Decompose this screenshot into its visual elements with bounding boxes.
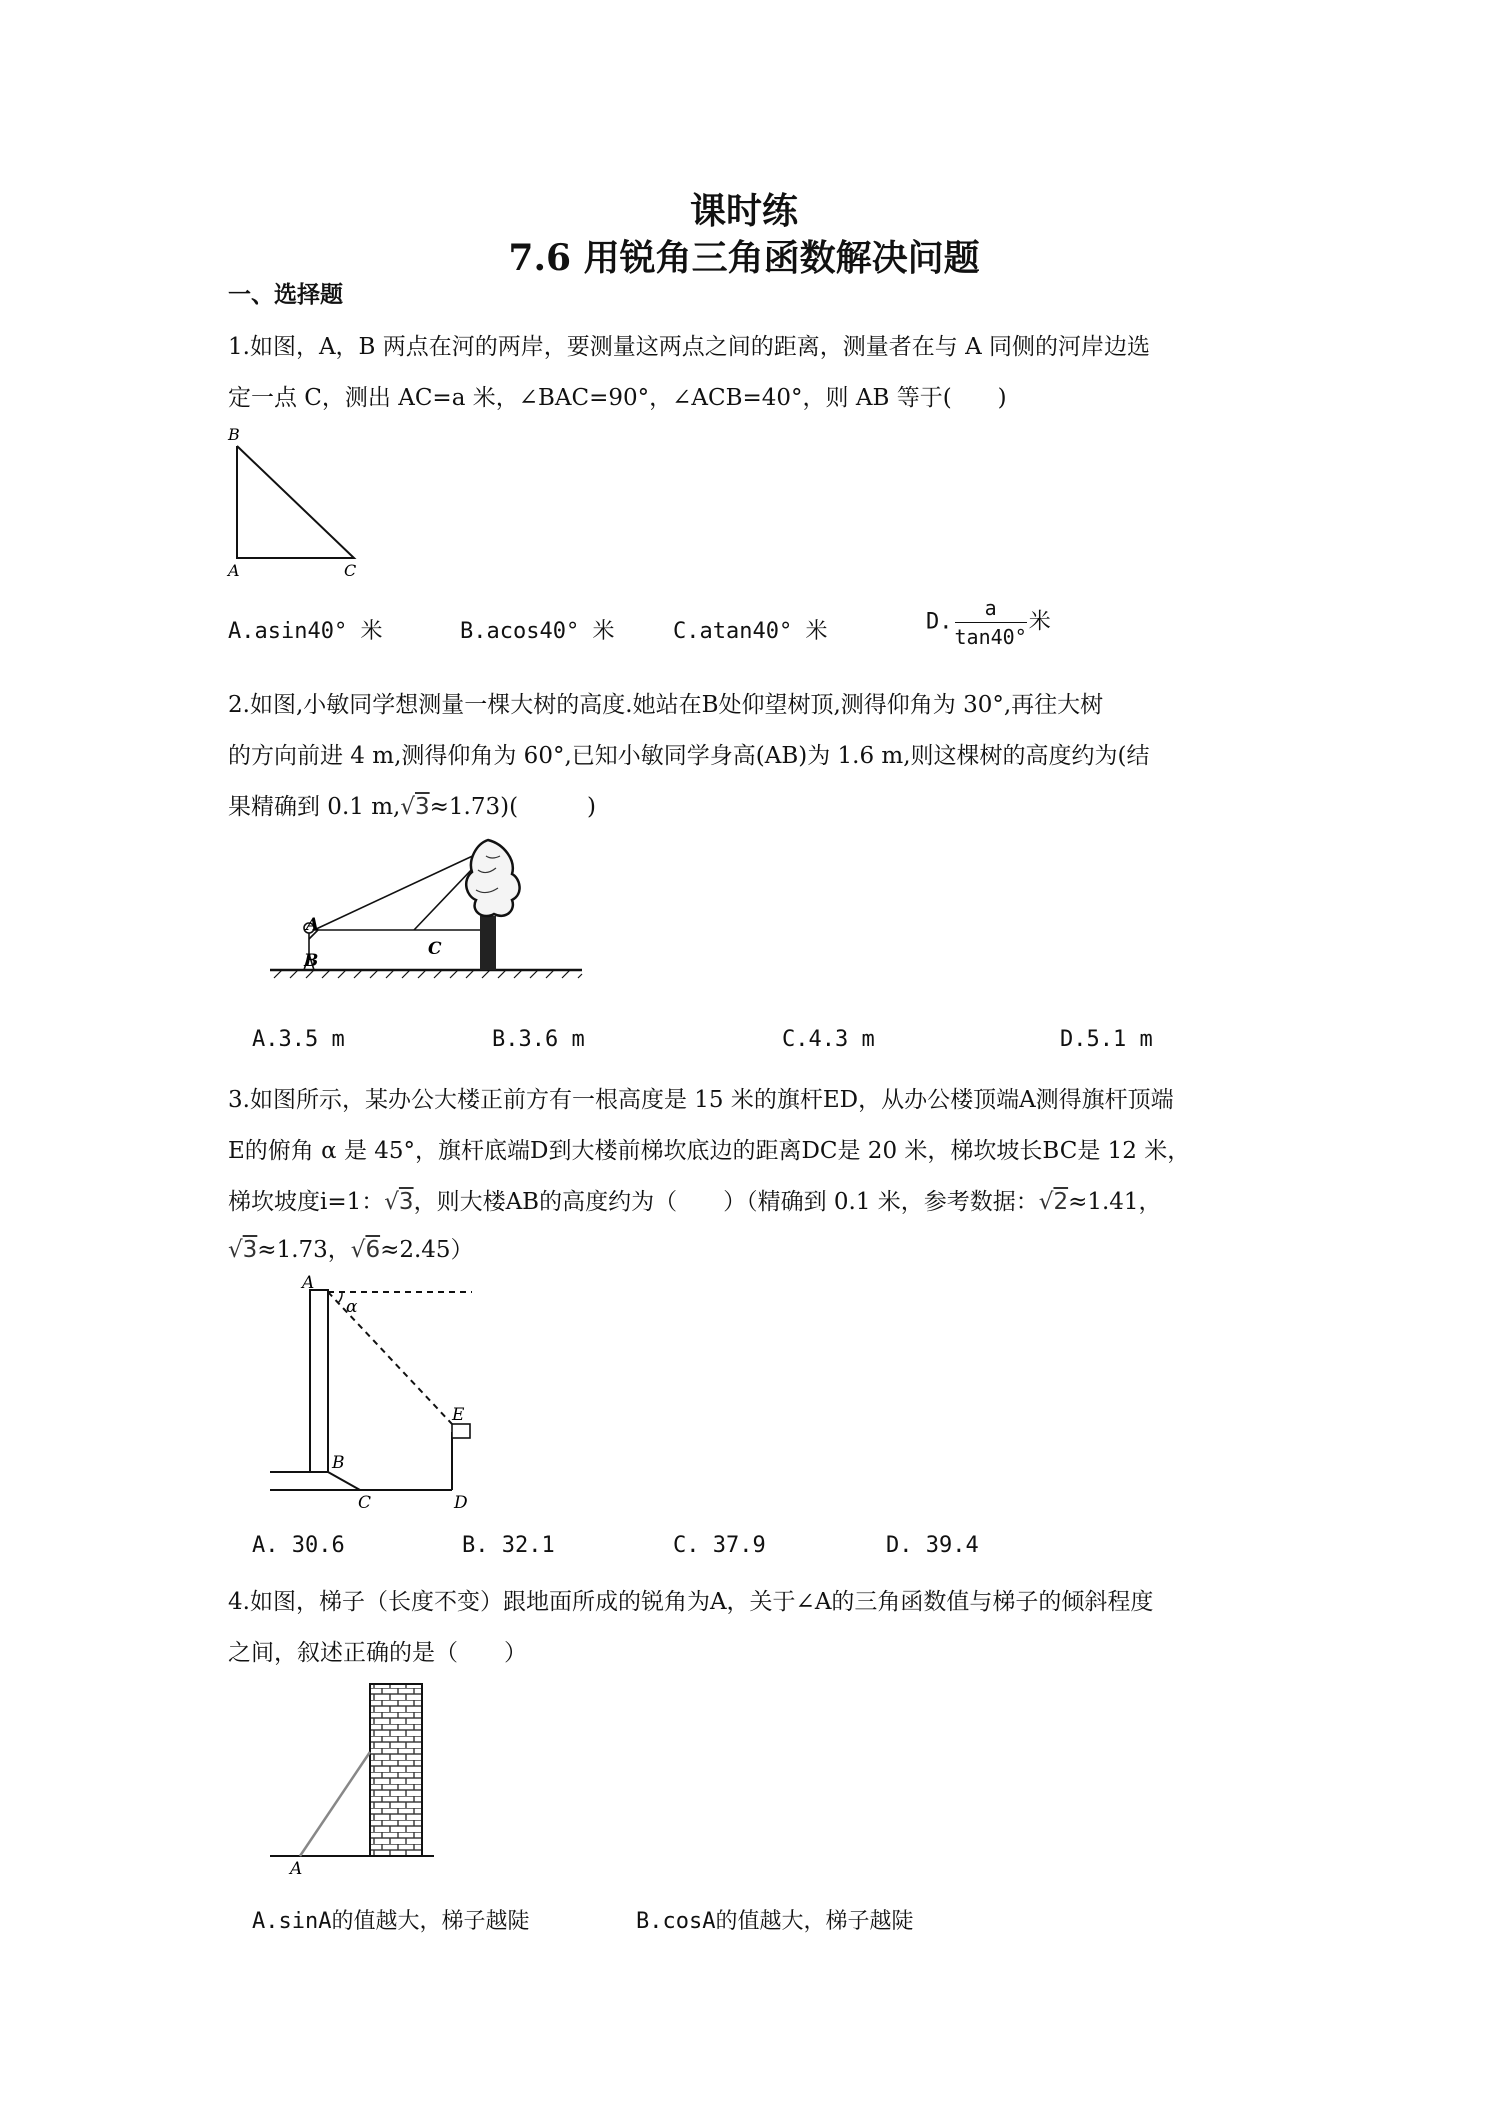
q2-sqrt3-radicand: 3 (414, 794, 430, 820)
q1-triangle-shape (237, 446, 354, 558)
q2-tree-trunk (480, 916, 496, 970)
q4-brick-wall (370, 1684, 422, 1856)
section-heading: 一、选择题 (228, 281, 343, 308)
q2-label-c: C (428, 939, 442, 959)
q4-label-a: A (290, 1859, 303, 1876)
q1-label-b: B (228, 425, 240, 444)
q3-text-line1: 3.如图所示，某办公大楼正前方有一根高度是 15 米的旗杆ED，从办公楼顶端A测得旗杆顶端 (228, 1087, 1174, 1113)
q3-label-e: E (452, 1405, 465, 1425)
q1-option-d-denominator: tan40° (954, 625, 1027, 649)
q3-text-line4-post: ≈2.45） (380, 1237, 474, 1263)
q4-text-line1: 4.如图，梯子（长度不变）跟地面所成的锐角为A，关于∠A的三角函数值与梯子的倾斜程度 (228, 1589, 1154, 1615)
q2-option-d[interactable]: D.5.1 m (1060, 1027, 1153, 1052)
q2-tree-diagram (262, 830, 602, 990)
q2-option-a[interactable]: A.3.5 m (252, 1027, 345, 1052)
q3-label-b: B (332, 1453, 345, 1473)
q2-sqrt3: √3 (400, 794, 430, 820)
q3-sqrt6: √6 (350, 1237, 381, 1263)
q2-label-a: A (306, 915, 320, 935)
q3-sqrt2: √2 (1038, 1189, 1069, 1215)
q1-option-d[interactable] (926, 596, 1051, 649)
q3-option-b[interactable]: B. 32.1 (462, 1533, 555, 1558)
q4-text-line2: 之间，叙述正确的是（ ） (228, 1640, 527, 1666)
q1-option-d-prefix: D. (926, 609, 953, 635)
q3-angle-arc (338, 1292, 342, 1303)
q1-option-a[interactable]: A.asin40° 米 (228, 619, 383, 644)
q2-option-c[interactable]: C.4.3 m (782, 1027, 875, 1052)
q3-text-line3 (228, 1183, 1162, 1216)
q2-text-line3-post: ≈1.73)( ) (429, 794, 597, 820)
q3-sqrt3-b: √3 (228, 1237, 258, 1263)
q2-text-line2: 的方向前进 4 m,测得仰角为 60°,已知小敏同学身高(AB)为 1.6 m,则这棵树的高度约为(结 (228, 743, 1150, 769)
q4-option-b[interactable]: B.cosA的值越大，梯子越陡 (636, 1909, 914, 1934)
q2-tree-crown (466, 840, 519, 916)
q3-option-a[interactable]: A. 30.6 (252, 1533, 345, 1558)
q1-option-c[interactable]: C.atan40° 米 (673, 619, 828, 644)
q3-label-a: A (302, 1273, 315, 1293)
q3-sqrt3-a-radicand: 3 (398, 1189, 414, 1215)
q2-text-line3-pre: 果精确到 0.1 m, (228, 794, 401, 820)
q3-label-c: C (358, 1493, 372, 1512)
q3-building (310, 1290, 328, 1472)
q1-option-d-numerator: a (955, 596, 1027, 623)
q3-flag (452, 1424, 470, 1438)
q4-ladder (300, 1752, 370, 1856)
q1-label-c: C (344, 561, 357, 580)
q3-sqrt3-b-radicand: 3 (242, 1237, 258, 1263)
q3-text-line3-pre: 梯坎坡度i=1： (228, 1189, 385, 1215)
q4-option-a[interactable]: A.sinA的值越大，梯子越陡 (252, 1909, 530, 1934)
page-subtitle: 7.6 用锐角三角函数解决问题 (508, 237, 980, 279)
q3-text-line4-mid: ≈1.73， (257, 1237, 351, 1263)
q2-text-line1: 2.如图,小敏同学想测量一棵大树的高度.她站在B处仰望树顶,测得仰角为 30°,再往大树 (228, 692, 1104, 718)
q3-text-line2: E的俯角 α 是 45°，旗杆底端D到大楼前梯坎底边的距离DC是 20 米，梯坎坡长BC是 12 米， (228, 1138, 1191, 1164)
q1-text-line1: 1.如图，A，B 两点在河的两岸，要测量这两点之间的距离，测量者在与 A 同侧的河岸边选 (228, 334, 1150, 360)
q3-sqrt2-radicand: 2 (1053, 1189, 1069, 1215)
q3-sqrt6-radicand: 6 (365, 1237, 381, 1263)
q1-label-a: A (228, 561, 240, 580)
q1-triangle-diagram (222, 422, 372, 582)
q3-text-line3-post: ≈1.41， (1068, 1189, 1162, 1215)
q2-text-line3 (228, 788, 596, 821)
q3-label-alpha: α (346, 1297, 358, 1317)
q3-text-line3-mid: ，则大楼AB的高度约为（ ）（精确到 0.1 米，参考数据： (413, 1189, 1039, 1215)
q2-option-b[interactable]: B.3.6 m (492, 1027, 585, 1052)
q4-ladder-diagram (262, 1676, 462, 1876)
q3-label-d: D (454, 1493, 468, 1512)
q3-sqrt3-a: √3 (384, 1189, 414, 1215)
q1-option-d-fraction (955, 596, 1027, 649)
q3-text-line4 (228, 1231, 474, 1264)
q3-option-c[interactable]: C. 37.9 (673, 1533, 766, 1558)
q3-option-d[interactable]: D. 39.4 (886, 1533, 979, 1558)
page-title: 课时练 (689, 190, 798, 232)
q1-option-d-suffix: 米 (1028, 609, 1051, 635)
q3-slope-bc (328, 1472, 360, 1490)
q3-building-diagram (262, 1272, 492, 1512)
q1-text-line2: 定一点 C，测出 AC=a 米，∠BAC=90°，∠ACB=40°，则 AB 等于( ) (228, 385, 1007, 411)
q2-label-b: B (304, 951, 319, 971)
q1-option-b[interactable]: B.acos40° 米 (460, 619, 615, 644)
